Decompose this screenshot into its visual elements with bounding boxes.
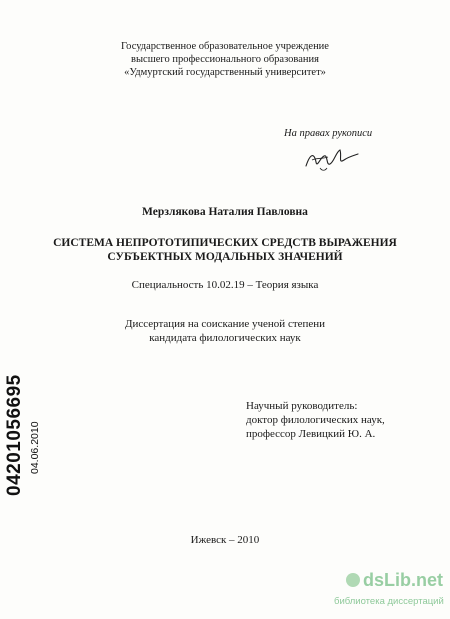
- institution-line-2: высшего профессионального образования: [131, 54, 319, 65]
- degree-statement: [0, 317, 450, 345]
- degree-line-1: Диссертация на соискание ученой степени: [124, 318, 326, 330]
- supervisor-line-1: Научный руководитель:: [246, 400, 358, 412]
- supervisor-line-3: профессор Левицкий Ю. А.: [246, 428, 376, 440]
- institution-line-1: Государственное образовательное учреждение: [121, 41, 329, 52]
- supervisor-block: [246, 399, 385, 441]
- title-line-2: СУБЪЕКТНЫХ МОДАЛЬНЫХ ЗНАЧЕНИЙ: [107, 251, 343, 263]
- watermark-logo-text: dsLib.net: [363, 570, 443, 590]
- handwritten-signature: [302, 144, 362, 174]
- institution-header: [0, 40, 450, 79]
- watermark-globe-icon: [346, 573, 360, 587]
- rights-note: На правах рукописи: [284, 128, 373, 139]
- degree-line-2: кандидата филологических наук: [149, 332, 301, 344]
- library-stamp-number: 04201056695: [4, 374, 25, 496]
- title-line-1: СИСТЕМА НЕПРОТОТИПИЧЕСКИХ СРЕДСТВ ВЫРАЖЕНИЯ: [53, 237, 397, 249]
- dissertation-title: [0, 236, 450, 264]
- supervisor-line-2: доктор филологических наук,: [246, 414, 385, 426]
- library-stamp-date: 04.06.2010: [29, 421, 41, 474]
- watermark-logo: [346, 570, 443, 591]
- city-year: Ижевск – 2010: [190, 534, 260, 546]
- author-name: Мерзлякова Наталия Павловна: [142, 206, 308, 218]
- specialty: Специальность 10.02.19 – Теория языка: [131, 279, 319, 291]
- dslib-watermark: [334, 570, 450, 619]
- institution-line-3: «Удмуртский государственный университет»: [124, 67, 326, 78]
- watermark-caption: библиотека диссертаций: [334, 596, 444, 607]
